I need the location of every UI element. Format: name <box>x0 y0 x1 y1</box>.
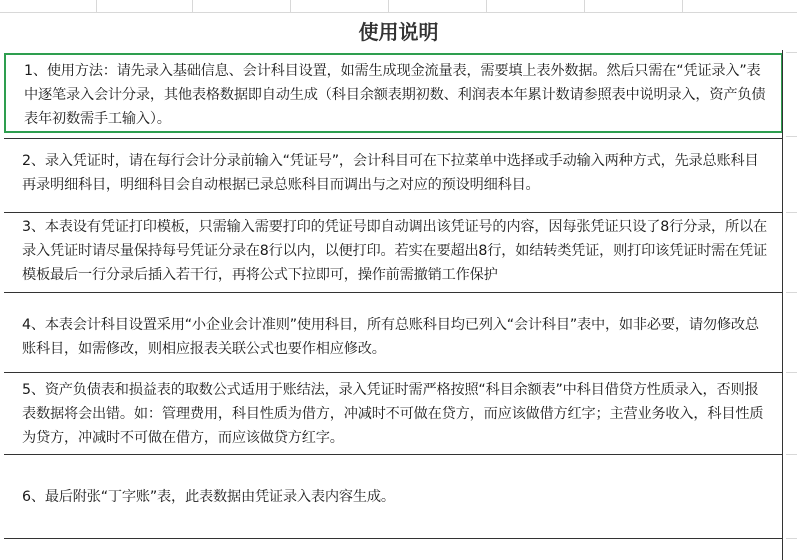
column-divider <box>682 0 683 12</box>
gridline <box>786 538 797 539</box>
column-divider <box>486 0 487 12</box>
empty-row[interactable] <box>4 538 782 560</box>
instruction-cell-1[interactable] <box>4 53 782 133</box>
column-divider <box>290 0 291 12</box>
gridline <box>786 212 797 213</box>
instruction-cell-4[interactable] <box>4 292 782 372</box>
instruction-text: 1、使用方法：请先录入基础信息、会计科目设置，如需生成现金流量表，需要填上表外数据。然后只需在“凭证录入”表中逐笔录入会计分录，其他表格数据即自动生成（科目余额表期初数、利润表本年累计数请参照表中说明录入，资产负债表年初数需手工输入）。 <box>24 63 766 127</box>
instruction-cell-6[interactable] <box>4 454 782 538</box>
instruction-text: 3、本表设有凭证打印模板，只需输入需要打印的凭证号即自动调出该凭证号的内容，因每张凭证只设了8行分录，所以在录入凭证时请尽量保持每号凭证分录在8行以内，以便打印。若实在要超出8行，如结转类凭证，则打印该凭证时需在凭证模板最后一行分录后插入若干行，再将公式下拉即可，操作前需撤销工作保护 <box>22 219 768 283</box>
column-divider <box>584 0 585 12</box>
instruction-text: 2、录入凭证时，请在每行会计分录前输入“凭证号”，会计科目可在下拉菜单中选择或手动输入两种方式，先录总账科目再录明细科目，明细科目会自动根据已录总账科目而调出与之对应的预设明细科目。 <box>22 153 759 193</box>
column-header-strip <box>0 0 797 13</box>
column-divider <box>96 0 97 12</box>
gridline <box>786 292 797 293</box>
table-right-border <box>782 50 783 560</box>
gridline <box>786 454 797 455</box>
gridline <box>786 372 797 373</box>
instruction-cell-3[interactable] <box>4 212 782 292</box>
gridline <box>786 52 797 53</box>
instruction-cell-2[interactable] <box>4 138 782 210</box>
gridline <box>786 136 797 137</box>
instruction-text: 5、资产负债表和损益表的取数公式适用于账结法，录入凭证时需严格按照“科目余额表”中科目借贷方性质录入，否则报表数据将会出错。如：管理费用，科目性质为借方，冲减时不可做在贷方，而应该做借方红字；主营业务收入，科目性质为贷方，冲减时不可做在借方，而应该做贷方红字。 <box>22 382 764 446</box>
instruction-table <box>0 50 784 560</box>
column-divider <box>192 0 193 12</box>
instruction-cell-5[interactable] <box>4 372 782 454</box>
instruction-text: 4、本表会计科目设置采用“小企业会计准则”使用科目，所有总账科目均已列入“会计科目”表中，如非必要，请勿修改总账科目，如需修改，则相应报表关联公式也要作相应修改。 <box>22 317 759 357</box>
instruction-text: 6、最后附张“丁字账”表，此表数据由凭证录入表内容生成。 <box>22 489 395 505</box>
column-divider <box>388 0 389 12</box>
grid-right-column <box>786 0 797 560</box>
sheet-title: 使用说明 <box>358 20 439 44</box>
